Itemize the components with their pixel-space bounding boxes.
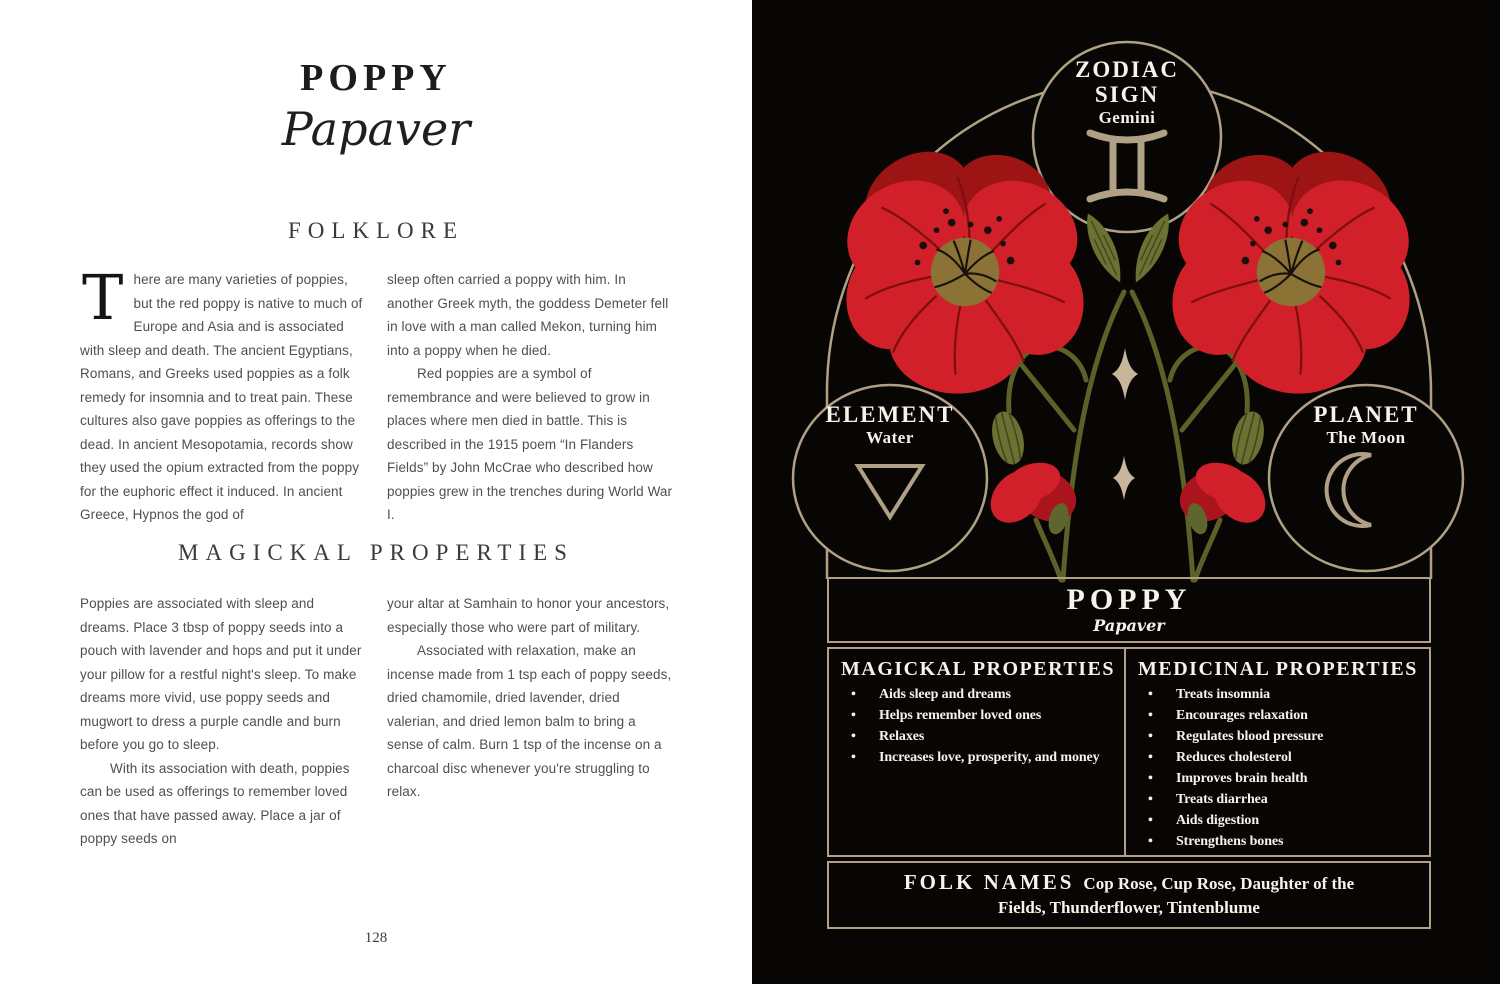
- magickal-column-1: [80, 592, 367, 851]
- magickal-properties-heading: MAGICKAL PROPERTIES: [178, 540, 574, 565]
- medicinal-properties-column: [1126, 649, 1429, 855]
- folklore-paragraph: Red poppies are a symbol of remembrance and were believed to grow in places where men died in battle. This is described in the 1915 poem “In Flanders Fields” by John McCrae who described how poppies grew in the trenches during World War I.: [387, 366, 673, 522]
- property-item: • Treats insomnia: [1138, 684, 1423, 705]
- property-item: • Aids digestion: [1138, 810, 1423, 831]
- right-page-infographic: [752, 0, 1500, 984]
- property-item: • Aids sleep and dreams: [841, 684, 1118, 705]
- folklore-heading: FOLKLORE: [287, 218, 465, 243]
- plant-latin-name: Papaver: [281, 102, 471, 156]
- zodiac-label-line1: ZODIAC: [1074, 57, 1179, 82]
- element-label: [780, 402, 1000, 447]
- folk-names-heading: FOLK NAMES: [903, 869, 1075, 894]
- magickal-properties-text: [80, 592, 674, 851]
- plant-name-title: POPPY: [300, 57, 452, 99]
- zodiac-value: Gemini: [1098, 108, 1156, 127]
- planet-label: [1256, 402, 1476, 447]
- drop-cap: T: [82, 261, 124, 334]
- property-item: • Reduces cholesterol: [1138, 747, 1423, 768]
- folklore-column-1: [80, 261, 367, 527]
- info-card-properties: [827, 647, 1431, 857]
- planet-label-text: PLANET: [1313, 402, 1419, 427]
- property-item: • Treats diarrhea: [1138, 789, 1423, 810]
- zodiac-label-line2: SIGN: [1094, 82, 1160, 107]
- sparkle-icon: [1113, 456, 1135, 500]
- medicinal-properties-card-heading: MEDICINAL PROPERTIES: [1138, 658, 1418, 680]
- property-item: • Improves brain health: [1138, 768, 1423, 789]
- property-item: • Regulates blood pressure: [1138, 726, 1423, 747]
- info-card-header: [827, 577, 1431, 643]
- property-item: • Encourages relaxation: [1138, 705, 1423, 726]
- magickal-properties-list: [841, 684, 1118, 768]
- plant-title-block: [0, 56, 752, 158]
- magickal-paragraph: your altar at Samhain to honor your ancestors, especially those who were part of military.: [387, 596, 670, 635]
- planet-value: The Moon: [1326, 428, 1406, 447]
- property-item: • Increases love, prosperity, and money: [841, 747, 1118, 768]
- magickal-paragraph: Poppies are associated with sleep and dreams. Place 3 tbsp of poppy seeds into a pouch with lavender and hops and put it under your pillow for a restful night's sleep. To make dreams more vivid, use poppy seeds and mugwort to dress a purple candle and burn before you go to sleep.: [80, 596, 362, 752]
- folklore-text: [80, 261, 674, 527]
- medicinal-properties-list: [1138, 684, 1423, 852]
- sparkle-icon: [1112, 348, 1138, 400]
- magickal-properties-card-heading: MAGICKAL PROPERTIES: [841, 658, 1115, 680]
- folk-names-text: [883, 871, 1375, 920]
- info-card-subtitle: Papaver: [1093, 616, 1165, 635]
- page-number: 128: [364, 930, 388, 946]
- folklore-col1-text: here are many varieties of poppies, but the red poppy is native to much of Europe and Asia and is associated with sleep and death. The ancient Egyptians, Romans, and Greeks used poppies as a folk remedy for insomnia and to treat pain. These cultures also gave poppies as offerings to the dead. In ancient Mesopotamia, records show they used the opium extracted from the poppy for the euphoric effect it induced. In ancient Greece, Hypnos the god of: [80, 272, 363, 522]
- magickal-paragraph: With its association with death, poppies can be used as offerings to remember loved ones that have passed away. Place a jar of poppy seeds on: [80, 760, 350, 846]
- magickal-paragraph: Associated with relaxation, make an incense made from 1 tsp each of poppy seeds, dried chamomile, dried lavender, dried valerian, and dried lemon balm to bring a sense of calm. Burn 1 tsp of the incense on a charcoal disc whenever you're struggling to relax.: [387, 643, 672, 799]
- element-value: Water: [866, 428, 914, 447]
- folk-names-box: [827, 861, 1431, 929]
- folklore-paragraph: sleep often carried a poppy with him. In another Greek myth, the goddess Demeter fell in love with a man called Mekon, turning him into a poppy when he died.: [387, 272, 669, 358]
- element-label-text: ELEMENT: [825, 402, 955, 427]
- info-card-title: POPPY: [1066, 583, 1192, 616]
- property-item: • Helps remember loved ones: [841, 705, 1118, 726]
- folklore-column-2: [387, 268, 674, 527]
- property-item: • Strengthens bones: [1138, 831, 1423, 852]
- magickal-properties-column: [829, 649, 1126, 855]
- folk-names-value: Cop Rose, Cup Rose, Daughter of the Fields, Thunderflower, Tintenblume: [998, 873, 1355, 917]
- property-item: • Relaxes: [841, 726, 1118, 747]
- folklore-paragraph: [80, 261, 367, 527]
- magickal-column-2: [387, 592, 674, 851]
- zodiac-sign-label: [1027, 57, 1227, 127]
